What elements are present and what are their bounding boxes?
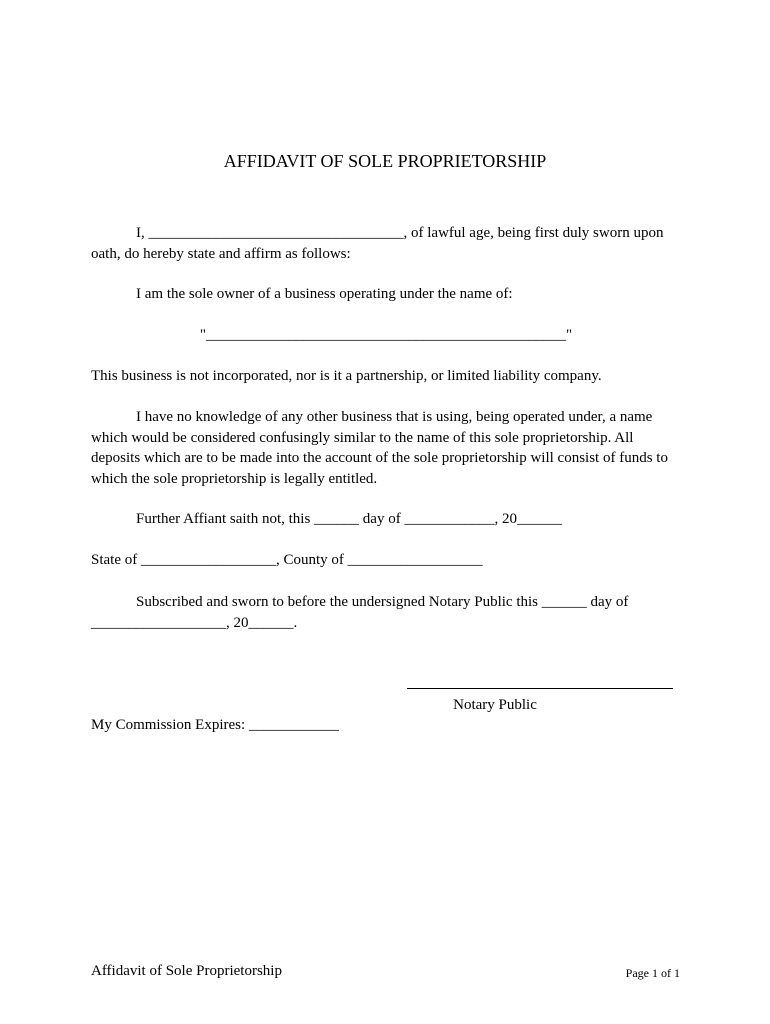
commission-expires: My Commission Expires: ____________ xyxy=(91,717,339,733)
paragraph-no-knowledge: I have no knowledge of any other business that is using, being operated under, a name which would be considered confusingly similar to the name of this sole proprietorship. All deposits which are to be made into the account of the sole proprietorship will consist of funds to which the sole proprietorship is legally entitled. xyxy=(91,409,668,487)
document-title: AFFIDAVIT OF SOLE PROPRIETORSHIP xyxy=(223,151,547,171)
notary-signature-line xyxy=(407,688,673,689)
paragraph-sole-owner: I am the sole owner of a business operating under the name of: xyxy=(136,286,513,302)
paragraph-affiant: I, __________________________________, of lawful age, being first duly sworn upon oath, do hereby state and affirm as follows: xyxy=(91,225,664,262)
business-name-line: "________________________________________________" xyxy=(199,327,573,343)
paragraph-not-incorporated: This business is not incorporated, nor is it a partnership, or limited liability company. xyxy=(91,368,602,384)
paragraph-further-affiant: Further Affiant saith not, this ______ day of ____________, 20______ xyxy=(136,511,562,527)
paragraph-state-county: State of __________________, County of __________________ xyxy=(91,552,483,568)
footer-document-name: Affidavit of Sole Proprietorship xyxy=(91,963,282,979)
notary-public-label: Notary Public xyxy=(453,697,537,713)
paragraph-subscribed-sworn: Subscribed and sworn to before the undersigned Notary Public this ______ day of __________________, 20______. xyxy=(91,594,629,631)
footer-page-number: Page 1 of 1 xyxy=(625,966,680,980)
